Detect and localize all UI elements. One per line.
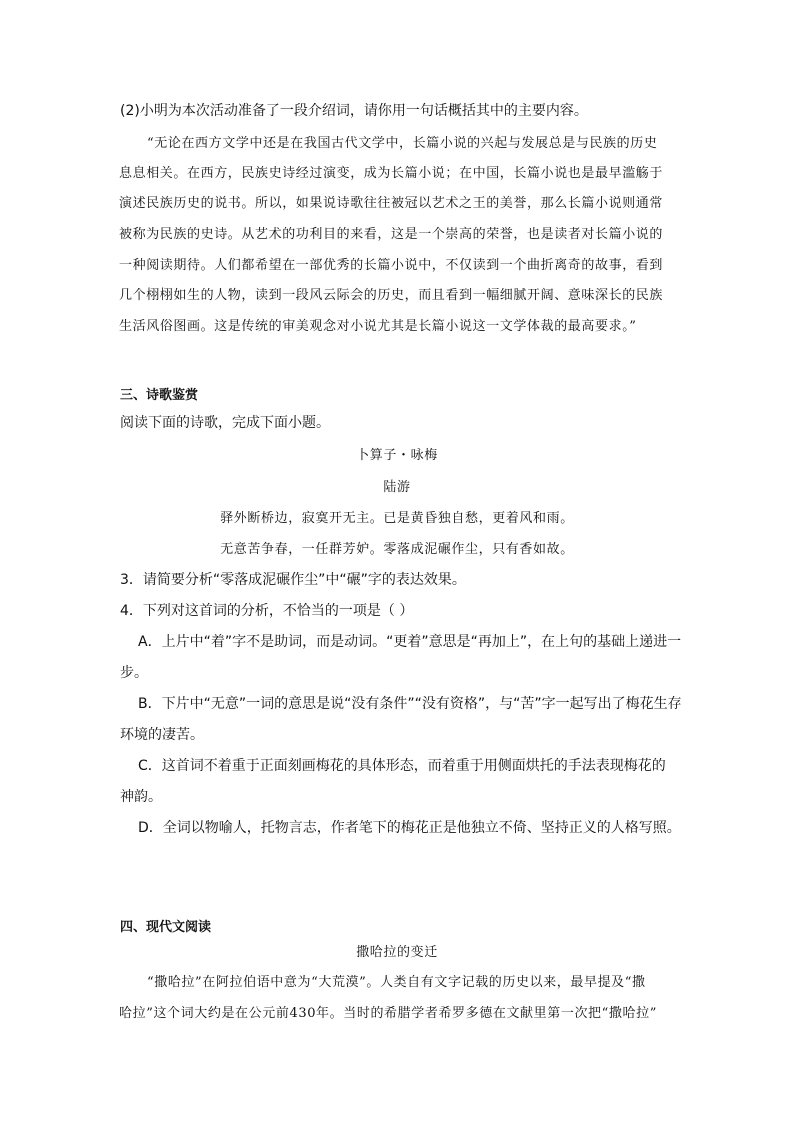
- poetry-instruction: 阅读下面的诗歌，完成下面小题。: [120, 415, 330, 431]
- question-2-prompt: (2)小明为本次活动准备了一段介绍词，请你用一句话概括其中的主要内容。: [120, 103, 588, 119]
- article-line: 哈拉”这个词大约是在公元前430年。当时的希腊学者希罗多德在文献里第一次把“撒哈拉”: [119, 1006, 657, 1021]
- option-b: B．下片中“无意”一词的意思是说“没有条件”“没有资格”，与“苦”字一起写出了梅花生存: [138, 696, 682, 712]
- poem-line: 无意苦争春，一任群芳妒。零落成泥碾作尘，只有香如故。: [220, 542, 574, 557]
- option-c: C．这首词不着重于正面刻画梅花的具体形态，而着重于用侧面烘托的手法表现梅花的: [138, 758, 666, 774]
- section-heading-modern: 四、现代文阅读: [120, 920, 212, 935]
- passage-line: 被称为民族的史诗。从艺术的功利目的来看，这是一个崇高的荣誉，也是读者对长篇小说的: [119, 227, 664, 242]
- option-b-continued: 环境的凄苦。: [120, 727, 204, 743]
- passage-line: 生活风俗图画。这是传统的审美观念对小说尤其是长篇小说这一文学体裁的最高要求。”: [119, 319, 637, 334]
- passage-line: 演述民族历史的说书。所以，如果说诗歌往往被冠以艺术之王的美誉，那么长篇小说则通常: [119, 196, 664, 211]
- section-heading-poetry: 三、诗歌鉴赏: [120, 388, 199, 403]
- passage-line: “无论在西方文学中还是在我国古代文学中，长篇小说的兴起与发展总是与民族的历史: [147, 136, 658, 151]
- option-c-continued: 神韵。: [120, 789, 162, 805]
- article-line: “撒哈拉”在阿拉伯语中意为“大荒漠”。人类自有文字记载的历史以来，最早提及“撒: [147, 975, 646, 990]
- poem-author: 陆游: [383, 480, 411, 495]
- poem-line: 驿外断桥边，寂寞开无主。已是黄昏独自愁，更着风和雨。: [220, 511, 574, 526]
- passage-line: 几个栩栩如生的人物，读到一段风云际会的历史，而且看到一幅细腻开阔、意味深长的民族: [119, 288, 664, 303]
- question-3: 3．请简要分析“零落成泥碾作尘”中“碾”字的表达效果。: [120, 572, 466, 588]
- passage-line: 一种阅读期待。人们都希望在一部优秀的长篇小说中，不仅读到一个曲折离奇的故事，看到: [119, 258, 664, 273]
- option-a: A．上片中“着”字不是助词，而是动词。“更着”意思是“再加上”，在上句的基础上递进一: [138, 634, 682, 650]
- passage-line: 息息相关。在西方，民族史诗经过演变，成为长篇小说；在中国，长篇小说也是最早滥觞于: [119, 166, 664, 181]
- question-4: 4．下列对这首词的分析，不恰当的一项是（ ）: [120, 603, 414, 619]
- option-d: D．全词以物喻人，托物言志，作者笔下的梅花正是他独立不倚、坚持正义的人格写照。: [138, 820, 681, 836]
- option-a-continued: 步。: [120, 665, 148, 681]
- article-title: 撒哈拉的变迁: [356, 945, 438, 960]
- poem-title: 卜算子・咏梅: [356, 448, 438, 463]
